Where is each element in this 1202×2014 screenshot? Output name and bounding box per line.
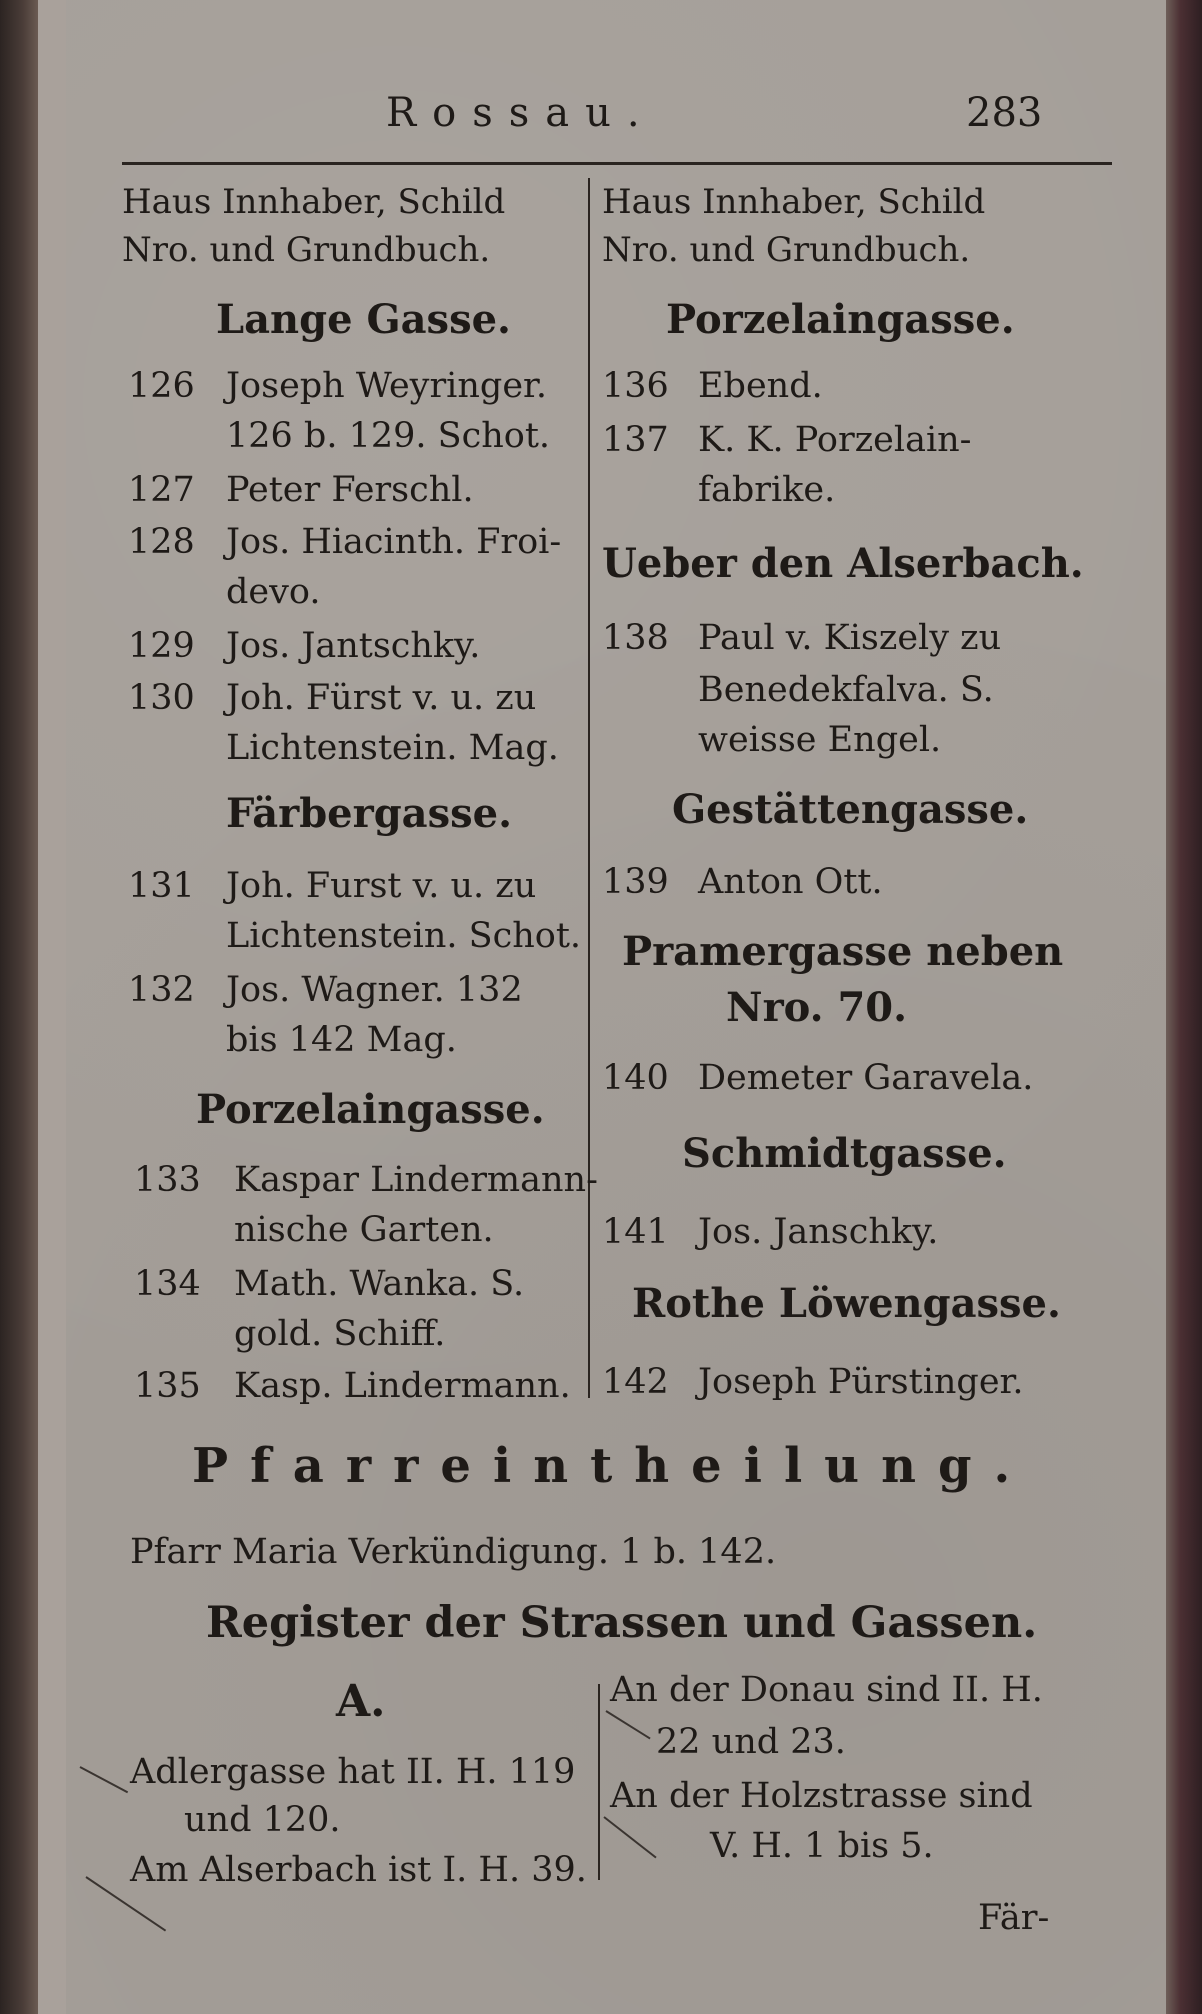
entry-135-line1: Kasp. Lindermann. bbox=[234, 1366, 571, 1406]
entry-132-line1: Jos. Wagner. 132 bbox=[226, 970, 523, 1010]
house-number-129: 129 bbox=[128, 626, 195, 666]
entry-136-line1: Ebend. bbox=[698, 366, 823, 406]
house-number-139: 139 bbox=[602, 862, 669, 902]
entry-134-line2: gold. Schiff. bbox=[234, 1314, 446, 1354]
section-pramergasse-line2: Nro. 70. bbox=[726, 984, 908, 1031]
entry-128-line2: devo. bbox=[226, 572, 321, 612]
entry-133-line2: nische Garten. bbox=[234, 1210, 494, 1250]
book-binding bbox=[0, 0, 38, 2014]
house-number-141: 141 bbox=[602, 1212, 669, 1252]
entry-131-line2: Lichtenstein. Schot. bbox=[226, 916, 582, 956]
section-faerbergasse: Färbergasse. bbox=[226, 790, 512, 837]
house-number-136: 136 bbox=[602, 366, 669, 406]
register-right-line4: V. H. 1 bis 5. bbox=[710, 1826, 934, 1866]
register-left-line2: und 120. bbox=[184, 1800, 341, 1840]
house-number-135: 135 bbox=[134, 1366, 201, 1406]
section-gestaettengasse: Gestättengasse. bbox=[672, 786, 1029, 833]
pfarreintheilung-title: Pfarreintheilung. bbox=[192, 1438, 1033, 1494]
page-number: 283 bbox=[966, 90, 1043, 136]
right-column-header-line2: Nro. und Grundbuch. bbox=[602, 230, 971, 270]
entry-140-line1: Demeter Garavela. bbox=[698, 1058, 1034, 1098]
catchword: Fär- bbox=[978, 1898, 1050, 1938]
book-page bbox=[66, 0, 1166, 2014]
entry-137-line2: fabrike. bbox=[698, 470, 836, 510]
house-number-128: 128 bbox=[128, 522, 195, 562]
right-column-header-line1: Haus Innhaber, Schild bbox=[602, 182, 986, 222]
register-right-line1: An der Donau sind II. H. bbox=[610, 1670, 1043, 1710]
pfarr-line: Pfarr Maria Verkündigung. 1 b. 142. bbox=[130, 1532, 777, 1572]
pencil-mark bbox=[605, 1710, 650, 1739]
house-number-131: 131 bbox=[128, 866, 195, 906]
entry-129-line1: Jos. Jantschky. bbox=[226, 626, 481, 666]
register-right-line2: 22 und 23. bbox=[656, 1722, 846, 1762]
entry-131-line1: Joh. Furst v. u. zu bbox=[226, 866, 537, 906]
entry-132-line2: bis 142 Mag. bbox=[226, 1020, 457, 1060]
house-number-132: 132 bbox=[128, 970, 195, 1010]
left-column-header-line1: Haus Innhaber, Schild bbox=[122, 182, 506, 222]
entry-138-line2: Benedekfalva. S. bbox=[698, 670, 994, 710]
entry-141-line1: Jos. Janschky. bbox=[698, 1212, 939, 1252]
left-column-header-line2: Nro. und Grundbuch. bbox=[122, 230, 491, 270]
house-number-142: 142 bbox=[602, 1362, 669, 1402]
register-right-line3: An der Holzstrasse sind bbox=[610, 1776, 1033, 1816]
entry-128-line1: Jos. Hiacinth. Froi- bbox=[226, 522, 562, 562]
inner-margin bbox=[38, 0, 66, 2014]
entry-130-line2: Lichtenstein. Mag. bbox=[226, 728, 559, 768]
register-title: Register der Strassen und Gassen. bbox=[206, 1598, 1038, 1648]
book-edge bbox=[1166, 0, 1202, 2014]
entry-126-line1: Joseph Weyringer. bbox=[226, 366, 548, 406]
house-number-130: 130 bbox=[128, 678, 195, 718]
entry-127-line1: Peter Ferschl. bbox=[226, 470, 474, 510]
pencil-mark bbox=[80, 1766, 129, 1793]
head-rule bbox=[122, 162, 1112, 165]
entry-126-line2: 126 b. 129. Schot. bbox=[226, 416, 551, 456]
house-number-138: 138 bbox=[602, 618, 669, 658]
register-letter-a: A. bbox=[336, 1676, 386, 1727]
house-number-126: 126 bbox=[128, 366, 195, 406]
entry-139-line1: Anton Ott. bbox=[698, 862, 883, 902]
section-schmidtgasse: Schmidtgasse. bbox=[682, 1130, 1007, 1177]
section-ueber-den-alserbach: Ueber den Alserbach. bbox=[602, 540, 1084, 587]
entry-138-line1: Paul v. Kiszely zu bbox=[698, 618, 1002, 658]
entry-142-line1: Joseph Pürstinger. bbox=[698, 1362, 1024, 1402]
column-rule bbox=[588, 178, 590, 1398]
register-left-line1: Adlergasse hat II. H. 119 bbox=[130, 1752, 576, 1792]
entry-130-line1: Joh. Fürst v. u. zu bbox=[226, 678, 537, 718]
section-pramergasse-line1: Pramergasse neben bbox=[622, 928, 1064, 975]
section-rothe-loewengasse: Rothe Löwengasse. bbox=[632, 1280, 1061, 1327]
entry-134-line1: Math. Wanka. S. bbox=[234, 1264, 525, 1304]
section-porzelaingasse-right: Porzelaingasse. bbox=[666, 296, 1015, 343]
register-column-rule bbox=[598, 1684, 600, 1880]
entry-138-line3: weisse Engel. bbox=[698, 720, 942, 760]
house-number-133: 133 bbox=[134, 1160, 201, 1200]
entry-137-line1: K. K. Porzelain- bbox=[698, 420, 972, 460]
section-lange-gasse: Lange Gasse. bbox=[216, 296, 511, 343]
house-number-127: 127 bbox=[128, 470, 195, 510]
register-left-line3: Am Alserbach ist I. H. 39. bbox=[130, 1850, 587, 1890]
pencil-mark bbox=[603, 1816, 656, 1858]
entry-133-line1: Kaspar Lindermann- bbox=[234, 1160, 598, 1200]
house-number-140: 140 bbox=[602, 1058, 669, 1098]
house-number-137: 137 bbox=[602, 420, 669, 460]
section-porzelaingasse-left: Porzelaingasse. bbox=[196, 1086, 545, 1133]
house-number-134: 134 bbox=[134, 1264, 201, 1304]
running-head: Rossau. bbox=[386, 90, 656, 136]
